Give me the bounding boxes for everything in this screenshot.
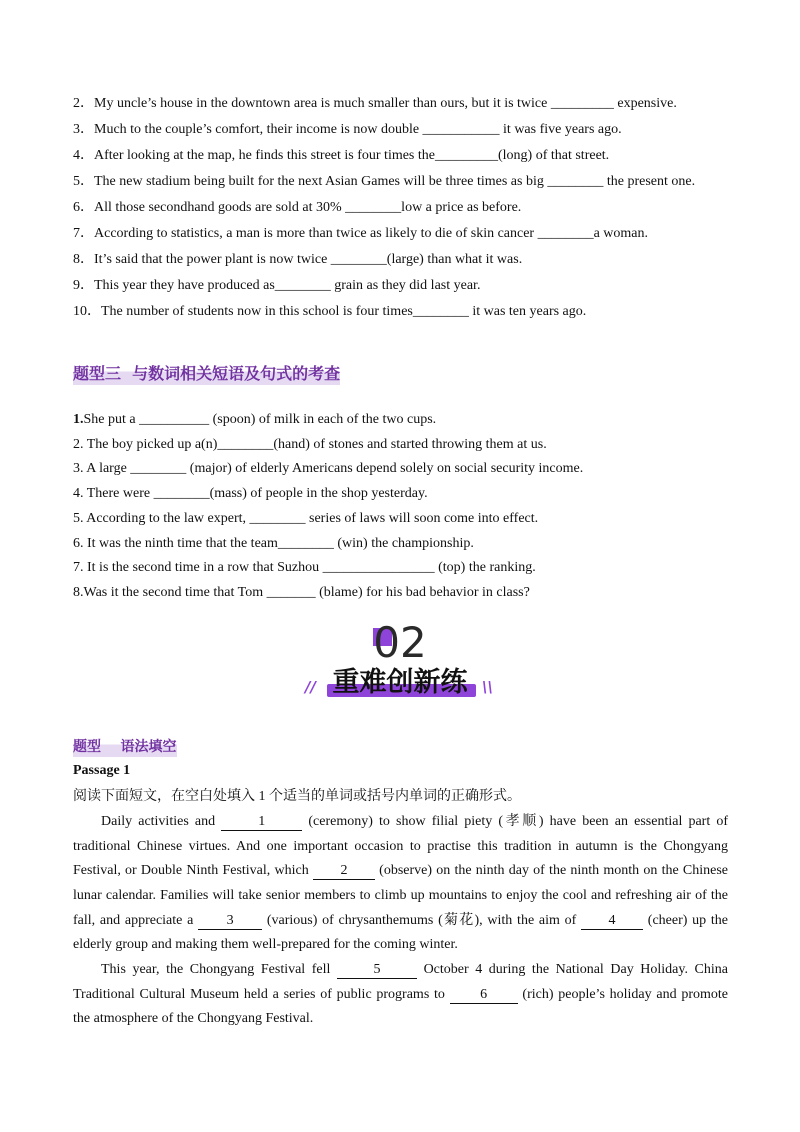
passage-body [73, 810, 728, 1032]
exercise-item [73, 299, 695, 325]
badge-number: 02 [373, 618, 427, 667]
item-text: My uncle’s house in the downtown area is much smaller than ours, but it is twice _________ expensive. [94, 96, 677, 111]
exercise-item [73, 273, 695, 299]
section-heading-numeral-phrases: 题型三 与数词相关短语及句式的考查 [73, 364, 341, 383]
item-text: A large ________ (major) of elderly Americans depend solely on social security income. [86, 461, 584, 477]
item-number: 8. [73, 584, 84, 600]
passage-text: October 4 during the National Day Holiday. China Traditional Cultural Museum held a series of public programs to [73, 961, 728, 1002]
comparison-exercise-list [73, 91, 695, 325]
numeral-phrase-exercise-list [73, 408, 583, 606]
item-text: It’s said that the power plant is now twice ________(large) than what it was. [94, 252, 523, 267]
passage-text: (various) of chrysanthemums (菊花), with the aim of [262, 912, 582, 928]
item-number: 6. [73, 535, 87, 551]
item-number: 3. [73, 461, 87, 477]
exercise-item [73, 143, 695, 169]
passage-title: Passage 1 [73, 763, 131, 778]
item-text: After looking at the map, he finds this street is four times the_________(long) of that street. [94, 148, 610, 163]
item-number: 10． [73, 304, 101, 319]
item-number: 8． [73, 252, 94, 267]
section-heading-grammar-fill: 题型 语法填空 [73, 739, 177, 755]
badge-slash-left: // [305, 678, 316, 696]
answer-blank: 6 [450, 987, 518, 1004]
item-text: The number of students now in this school is four times________ it was ten years ago. [101, 304, 587, 319]
exercise-item [73, 556, 583, 581]
exercise-item [73, 457, 583, 482]
badge-title: 重难创新练 [332, 667, 468, 698]
exercise-item [73, 169, 695, 195]
item-text: Was it the second time that Tom _______ (blame) for his bad behavior in class? [83, 584, 530, 600]
answer-blank: 5 [337, 962, 417, 979]
item-number: 6． [73, 200, 94, 215]
item-number: 5. [73, 510, 87, 526]
passage-text: (rich) people’s holiday and promote the atmosphere of the Chongyang Festival. [73, 986, 728, 1027]
passage-paragraph [73, 810, 728, 958]
exercise-item [73, 221, 695, 247]
answer-blank: 4 [581, 913, 643, 930]
item-text: The boy picked up a(n)________(hand) of stones and started throwing them at us. [86, 436, 547, 452]
passage-text: (observe) on the ninth day of the ninth month on the Chinese lunar calendar. Families will take senior members to climb up mountains to enjoy the cool and refreshing air of the fall, and appreciate a [73, 863, 728, 928]
item-text: The new stadium being built for the next Asian Games will be three times as big ________ the present one. [94, 174, 696, 189]
item-number: 2． [73, 96, 94, 111]
item-number: 5． [73, 174, 94, 189]
exercise-item [73, 482, 583, 507]
exercise-item [73, 247, 695, 273]
passage-text: (cheer) up the elderly group and making them well-prepared for the coming winter. [73, 912, 729, 953]
passage-paragraph [73, 958, 728, 1032]
item-number: 9． [73, 278, 94, 293]
item-number: 2. [73, 436, 87, 452]
exercise-item [73, 507, 583, 532]
passage-instructions: 阅读下面短文，在空白处填入 1 个适当的单词或括号内单词的正确形式。 [73, 789, 521, 804]
item-text: It was the ninth time that the team________ (win) the championship. [87, 535, 474, 551]
answer-blank: 1 [221, 814, 302, 831]
exercise-item [73, 532, 583, 557]
exercise-item [73, 581, 583, 606]
item-number: 4． [73, 148, 94, 163]
answer-blank: 2 [313, 863, 375, 880]
item-number: 1. [73, 412, 84, 427]
answer-blank: 3 [198, 913, 262, 930]
item-text: It is the second time in a row that Suzhou ________________ (top) the ranking. [87, 560, 536, 576]
exercise-item [73, 433, 583, 458]
item-number: 3． [73, 122, 94, 137]
exercise-item [73, 117, 695, 143]
exercise-item [73, 91, 695, 117]
item-text: According to statistics, a man is more than twice as likely to die of skin cancer ________a woman. [94, 226, 649, 241]
item-text: Much to the couple’s comfort, their income is now double ___________ it was five years ago. [94, 122, 622, 137]
exercise-item [73, 195, 695, 221]
passage-text: Daily activities and [101, 814, 222, 829]
passage-text: This year, the Chongyang Festival fell [101, 961, 337, 977]
exercise-item [73, 408, 583, 433]
item-text: According to the law expert, ________ series of laws will soon come into effect. [86, 510, 539, 526]
item-text: This year they have produced as________ grain as they did last year. [94, 278, 481, 293]
item-text: All those secondhand goods are sold at 30% ________low a price as before. [94, 200, 522, 215]
item-text: There were ________(mass) of people in the shop yesterday. [86, 486, 428, 502]
badge-slash-right: \\ [482, 678, 493, 696]
item-number: 4. [73, 486, 87, 502]
item-number: 7． [73, 226, 94, 241]
item-number: 7. [73, 560, 87, 576]
item-text: She put a __________ (spoon) of milk in each of the two cups. [83, 412, 437, 427]
passage-text: (ceremony) to show filial piety (孝顺) have been an essential part of traditional Chinese virtues. And one important occasion to practise this tradition in autumn is the Chongyang Festival, or Double Ninth Festival, which [73, 814, 729, 879]
